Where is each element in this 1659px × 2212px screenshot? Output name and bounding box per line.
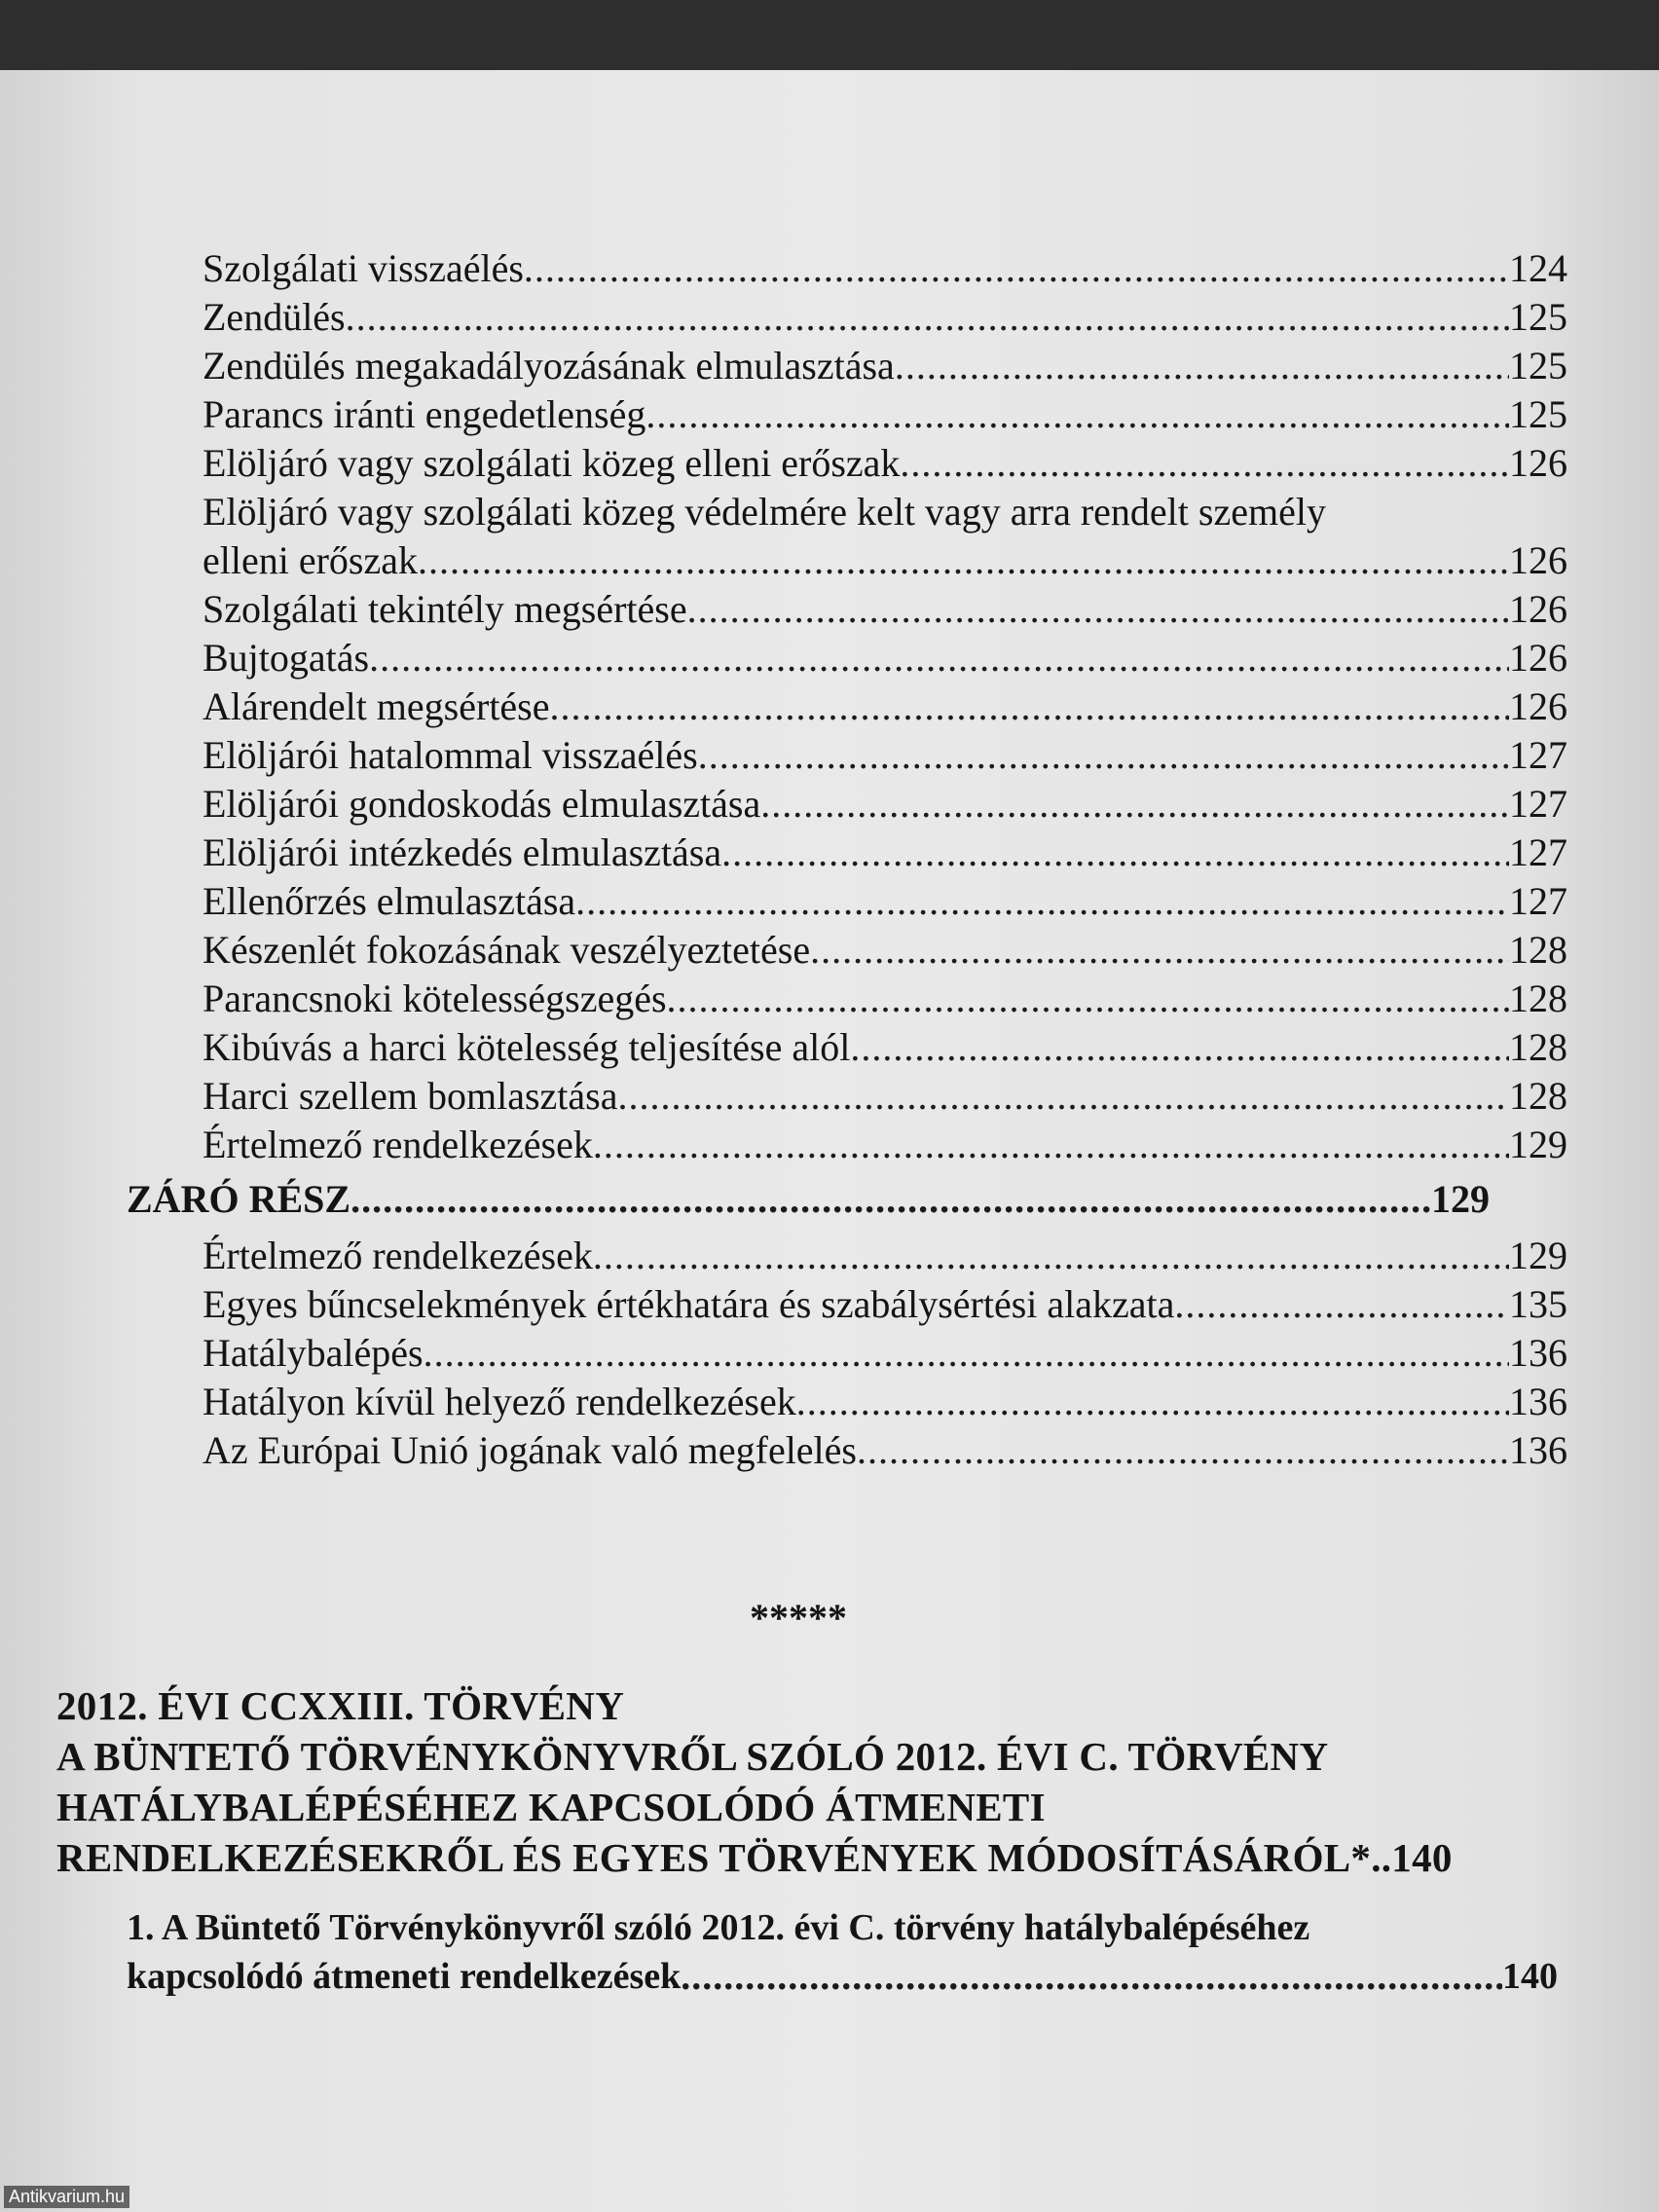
toc-entry xyxy=(203,586,1567,633)
leader-dots xyxy=(850,1024,1509,1071)
toc-entry xyxy=(203,732,1567,779)
chapter-entry-first-line: 1. A Büntető Törvénykönyvről szóló 2012. évi C. törvény hatálybalépéséhez xyxy=(127,1907,1310,1948)
leader-dots xyxy=(346,294,1509,341)
leader-dots xyxy=(760,781,1509,828)
toc-entry xyxy=(203,1281,1567,1328)
toc-entry xyxy=(203,683,1567,730)
toc-entry-page: 125 xyxy=(1509,344,1567,387)
toc-entry-page: 136 xyxy=(1509,1380,1567,1423)
leader-dots xyxy=(593,1122,1509,1168)
toc-entry xyxy=(203,1122,1567,1168)
toc-entry xyxy=(203,927,1567,974)
toc-entry xyxy=(203,245,1567,292)
toc-entry-label: Elöljárói intézkedés elmulasztása xyxy=(203,830,722,874)
toc-entry-label: Zendülés megakadályozásának elmulasztása xyxy=(203,344,895,387)
leader-dots xyxy=(721,830,1509,876)
leader-dots xyxy=(524,245,1509,292)
toc-entry xyxy=(203,343,1567,389)
leader-dots xyxy=(895,343,1509,389)
toc-entry-label: Alárendelt megsértése xyxy=(203,684,550,728)
chapter-entry xyxy=(127,1953,1558,2000)
toc-entry-page: 127 xyxy=(1509,830,1567,874)
leader-dots xyxy=(796,1379,1509,1425)
leader-dots xyxy=(810,927,1509,974)
chapter-entry-page: 140 xyxy=(1502,1956,1558,1997)
law-title-line: RENDELKEZÉSEKRŐL ÉS EGYES TÖRVÉNYEK MÓDOSÍTÁSÁRÓL*..140 xyxy=(56,1835,1453,1880)
toc-entry-label: Kibúvás a harci kötelesség teljesítése alól xyxy=(203,1025,851,1069)
toc-entry xyxy=(203,1024,1567,1071)
toc-entry-page: 129 xyxy=(1509,1234,1567,1277)
leader-dots xyxy=(645,391,1509,438)
toc-entry xyxy=(203,391,1567,438)
toc-entry-multiline-first: Elöljáró vagy szolgálati közeg védelmére kelt vagy arra rendelt személy xyxy=(203,490,1326,534)
toc-entry-label: Szolgálati tekintély megsértése xyxy=(203,587,687,631)
toc-entry-page: 128 xyxy=(1509,977,1567,1020)
leader-dots xyxy=(575,878,1509,925)
section-separator: ***** xyxy=(750,1596,847,1640)
toc-section-heading xyxy=(127,1176,1490,1223)
toc-section-heading-label: ZÁRÓ RÉSZ xyxy=(127,1177,351,1221)
toc-entry-page: 125 xyxy=(1509,392,1567,436)
leader-dots xyxy=(593,1233,1509,1279)
toc-entry-label: Harci szellem bomlasztása xyxy=(203,1074,618,1118)
toc-entry-label: elleni erőszak xyxy=(203,538,418,582)
toc-entry xyxy=(203,830,1567,876)
toc-entry-page: 126 xyxy=(1509,441,1567,485)
toc-entry-page: 136 xyxy=(1509,1428,1567,1472)
leader-dots xyxy=(424,1330,1509,1377)
toc-entry-label: Hatálybalépés xyxy=(203,1331,424,1375)
toc-entry-page: 124 xyxy=(1509,246,1567,290)
toc-entry xyxy=(203,635,1567,682)
toc-entry-page: 136 xyxy=(1509,1331,1567,1375)
leader-dots xyxy=(667,976,1509,1022)
leader-dots xyxy=(418,537,1509,584)
toc-entry-label: Az Európai Unió jogának való megfelelés xyxy=(203,1428,857,1472)
toc-section-heading-page: 129 xyxy=(1431,1177,1490,1221)
toc-entry xyxy=(203,1427,1567,1474)
toc-entry xyxy=(203,294,1567,341)
book-page xyxy=(0,70,1659,2212)
toc-entry-page: 126 xyxy=(1509,538,1567,582)
leader-dots xyxy=(687,586,1509,633)
toc-entry-label: Hatályon kívül helyező rendelkezések xyxy=(203,1380,796,1423)
toc-entry-label: Egyes bűncselekmények értékhatára és szabálysértési alakzata xyxy=(203,1282,1175,1326)
toc-entry-page: 135 xyxy=(1509,1282,1567,1326)
toc-entry-label: Értelmező rendelkezések xyxy=(203,1234,593,1277)
toc-entry-page: 127 xyxy=(1509,879,1567,923)
leader-dots xyxy=(550,683,1509,730)
toc-entry-page: 127 xyxy=(1509,782,1567,826)
toc-entry-label: Készenlét fokozásának veszélyeztetése xyxy=(203,928,811,972)
toc-entry xyxy=(203,537,1567,584)
toc-entry-page: 128 xyxy=(1509,1074,1567,1118)
leader-dots xyxy=(698,732,1509,779)
toc-entry xyxy=(203,1379,1567,1425)
toc-entry-page: 126 xyxy=(1509,636,1567,680)
toc-entry-label: Ellenőrzés elmulasztása xyxy=(203,879,576,923)
toc-entry-page: 127 xyxy=(1509,733,1567,777)
toc-entry-label: Elöljárói hatalommal visszaélés xyxy=(203,733,698,777)
toc-entry-page: 129 xyxy=(1509,1123,1567,1166)
toc-entry-label: Bujtogatás xyxy=(203,636,370,680)
leader-dots xyxy=(681,1953,1502,2000)
toc-entry-label: Elöljáró vagy szolgálati közeg elleni erőszak xyxy=(203,441,901,485)
toc-entry xyxy=(203,976,1567,1022)
toc-entry xyxy=(203,1073,1567,1120)
toc-entry xyxy=(203,878,1567,925)
toc-entry-label: Értelmező rendelkezések xyxy=(203,1123,593,1166)
toc-entry xyxy=(203,1330,1567,1377)
law-title-line: 2012. ÉVI CCXXIII. TÖRVÉNY xyxy=(56,1683,625,1728)
toc-entry xyxy=(203,440,1567,487)
toc-entry-page: 128 xyxy=(1509,928,1567,972)
law-title-line: A BÜNTETŐ TÖRVÉNYKÖNYVRŐL SZÓLÓ 2012. ÉVI C. TÖRVÉNY xyxy=(56,1734,1329,1779)
leader-dots xyxy=(617,1073,1509,1120)
site-watermark: Antikvarium.hu xyxy=(4,2186,129,2208)
toc-entry-page: 126 xyxy=(1509,684,1567,728)
leader-dots xyxy=(350,1176,1431,1223)
toc-entry-label: Parancsnoki kötelességszegés xyxy=(203,977,667,1020)
leader-dots xyxy=(1174,1281,1509,1328)
toc-entry-page: 126 xyxy=(1509,587,1567,631)
toc-entry xyxy=(203,781,1567,828)
toc-entry-label: Parancs iránti engedetlenség xyxy=(203,392,646,436)
leader-dots xyxy=(369,635,1509,682)
toc-entry-label: Szolgálati visszaélés xyxy=(203,246,524,290)
toc-entry xyxy=(203,1233,1567,1279)
leader-dots xyxy=(900,440,1509,487)
law-title-line: HATÁLYBALÉPÉSÉHEZ KAPCSOLÓDÓ ÁTMENETI xyxy=(56,1785,1046,1829)
chapter-entry-label: kapcsolódó átmeneti rendelkezések xyxy=(127,1956,682,1997)
toc-entry-page: 128 xyxy=(1509,1025,1567,1069)
leader-dots xyxy=(857,1427,1509,1474)
toc-entry-label: Zendülés xyxy=(203,295,346,339)
toc-entry-page: 125 xyxy=(1509,295,1567,339)
toc-entry-label: Elöljárói gondoskodás elmulasztása xyxy=(203,782,761,826)
